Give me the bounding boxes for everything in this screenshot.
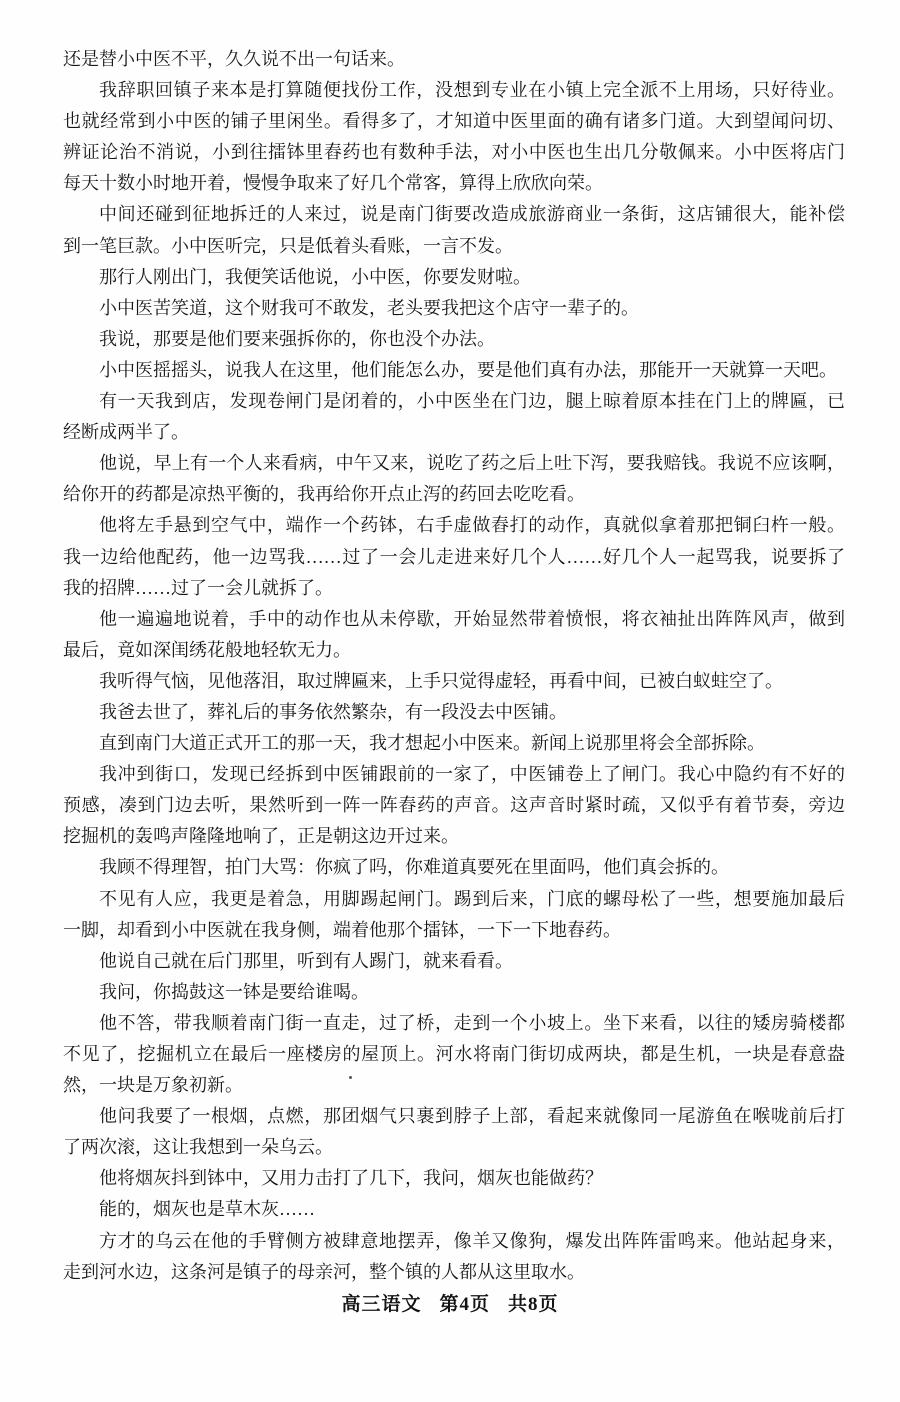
text-line: 经断成两半了。 <box>63 422 189 443</box>
text-line: 辨证论治不消说，小到往擂钵里舂药也有数种手法，对小中医也生出几分敬佩来。小中医将店门 <box>63 142 845 163</box>
text-line: 了两次滚，这让我想到一朵乌云。 <box>63 1137 333 1158</box>
text-line: 直到南门大道正式开工的那一天，我才想起小中医来。新闻上说那里将会全部拆除。 <box>99 733 765 754</box>
text-line: 方才的乌云在他的手臂侧方被肆意地摆弄，像羊又像狗，爆发出阵阵雷鸣来。他站起身来， <box>99 1230 845 1251</box>
text-line: 一脚，却看到小中医就在我身侧，端着他那个擂钵，一下一下地舂药。 <box>63 919 621 940</box>
text-line: 不见了，挖掘机立在最后一座楼房的屋顶上。河水将南门街切成两块，都是生机，一块是春意盎 <box>63 1044 845 1064</box>
text-line: 他不答，带我顺着南门街一直走，过了桥，走到一个小坡上。坐下来看，以往的矮房骑楼都 <box>99 1012 845 1033</box>
text-line: 也就经常到小中医的铺子里闲坐。看得多了，才知道中医里面的确有诸多门道。大到望闻问切、 <box>63 111 845 132</box>
text-line: 我爸去世了，葬礼后的事务依然繁杂，有一段没去中医铺。 <box>99 701 567 722</box>
text-line: 每天十数小时地开着，慢慢争取来了好几个常客，算得上欣欣向荣。 <box>63 173 603 194</box>
page-footer <box>0 1289 900 1316</box>
text-line: 我听得气恼，见他落泪，取过牌匾来，上手只觉得虚轻，再看中间，已被白蚁蛀空了。 <box>99 670 783 691</box>
text-line: 他说自己就在后门那里，听到有人踢门，就来看看。 <box>99 950 513 971</box>
text-line: 走到河水边，这条河是镇子的母亲河，整个镇的人都从这里取水。 <box>63 1261 585 1282</box>
text-line: 他将左手悬到空气中，端作一个药钵，右手虚做舂打的动作，真就似拿着那把铜臼杵一般。 <box>99 515 845 536</box>
text-line: 还是替小中医不平，久久说不出一句话来。 <box>63 49 405 69</box>
text-line: 我顾不得理智，拍门大骂：你疯了吗，你难道真要死在里面吗，他们真会拆的。 <box>99 857 729 878</box>
text-line: 他一遍遍地说着，手中的动作也从未停歇，开始显然带着愤恨，将衣袖扯出阵阵风声，做到 <box>99 608 845 629</box>
text-line: 我问，你捣鼓这一钵是要给谁喝。 <box>99 981 369 1002</box>
footer-total-pages: 共8页 <box>508 1294 559 1315</box>
text-line: 能的，烟灰也是草木灰…… <box>99 1199 315 1220</box>
text-line: 给你开的药都是凉热平衡的，我再给你开点止泻的药回去吃吃看。 <box>63 484 585 505</box>
footer-page-number: 第4页 <box>439 1294 490 1315</box>
text-line: 预感，凑到门边去听，果然听到一阵一阵舂药的声音。这声音时紧时疏，又似乎有着节奏，旁边 <box>63 795 845 816</box>
text-line: 我的招牌……过了一会儿就拆了。 <box>63 577 333 598</box>
text-line: 我辞职回镇子来本是打算随便找份工作，没想到专业在小镇上完全派不上用场，只好待业。 <box>99 80 845 101</box>
text-line: 他将烟灰抖到钵中，又用力击打了几下，我问，烟灰也能做药？ <box>99 1168 603 1189</box>
text-line: 他问我要了一根烟，点燃，那团烟气只裹到脖子上部，看起来就像同一尾游鱼在喉咙前后打 <box>99 1106 845 1127</box>
footer-subject: 高三语文 <box>341 1294 422 1315</box>
text-line: 那行人刚出门，我便笑话他说，小中医，你要发财啦。 <box>99 266 531 287</box>
text-line: 到一笔巨款。小中医听完，只是低着头看账，一言不发。 <box>63 235 513 256</box>
text-line: 小中医摇摇头，说我人在这里，他们能怎么办，要是他们真有办法，那能开一天就算一天吧。 <box>99 359 837 380</box>
scan-speck <box>349 1076 352 1079</box>
text-line: 他说，早上有一个人来看病，中午又来，说吃了药之后上吐下泻，要我赔钱。我说不应该啊， <box>99 453 845 474</box>
text-line: 挖掘机的轰鸣声隆隆地响了，正是朝这边开过来。 <box>63 826 459 847</box>
text-line: 我冲到街口，发现已经拆到中医铺跟前的一家了，中医铺卷上了闸门。我心中隐约有不好的 <box>99 764 845 785</box>
text-line: 然，一块是万象初新。 <box>63 1075 243 1096</box>
body-text <box>63 44 845 1288</box>
text-line: 中间还碰到征地拆迁的人来过，说是南门街要改造成旅游商业一条街，这店铺很大，能补偿 <box>99 204 845 225</box>
text-line: 我说，那要是他们要来强拆你的，你也没个办法。 <box>99 328 495 349</box>
text-line: 我一边给他配药，他一边骂我……过了一会儿走进来好几个人……好几个人一起骂我，说要拆了 <box>63 546 845 567</box>
text-line: 小中医苦笑道，这个财我可不敢发，老头要我把这个店守一辈子的。 <box>99 297 639 318</box>
text-line: 有一天我到店，发现卷闸门是闭着的，小中医坐在门边，腿上晾着原本挂在门上的牌匾，已 <box>99 391 845 412</box>
text-line: 最后，竟如深闺绣花般地轻软无力。 <box>63 639 351 660</box>
text-line: 不见有人应，我更是着急，用脚踢起闸门。踢到后来，门底的螺母松了一些，想要施加最后 <box>99 888 845 909</box>
